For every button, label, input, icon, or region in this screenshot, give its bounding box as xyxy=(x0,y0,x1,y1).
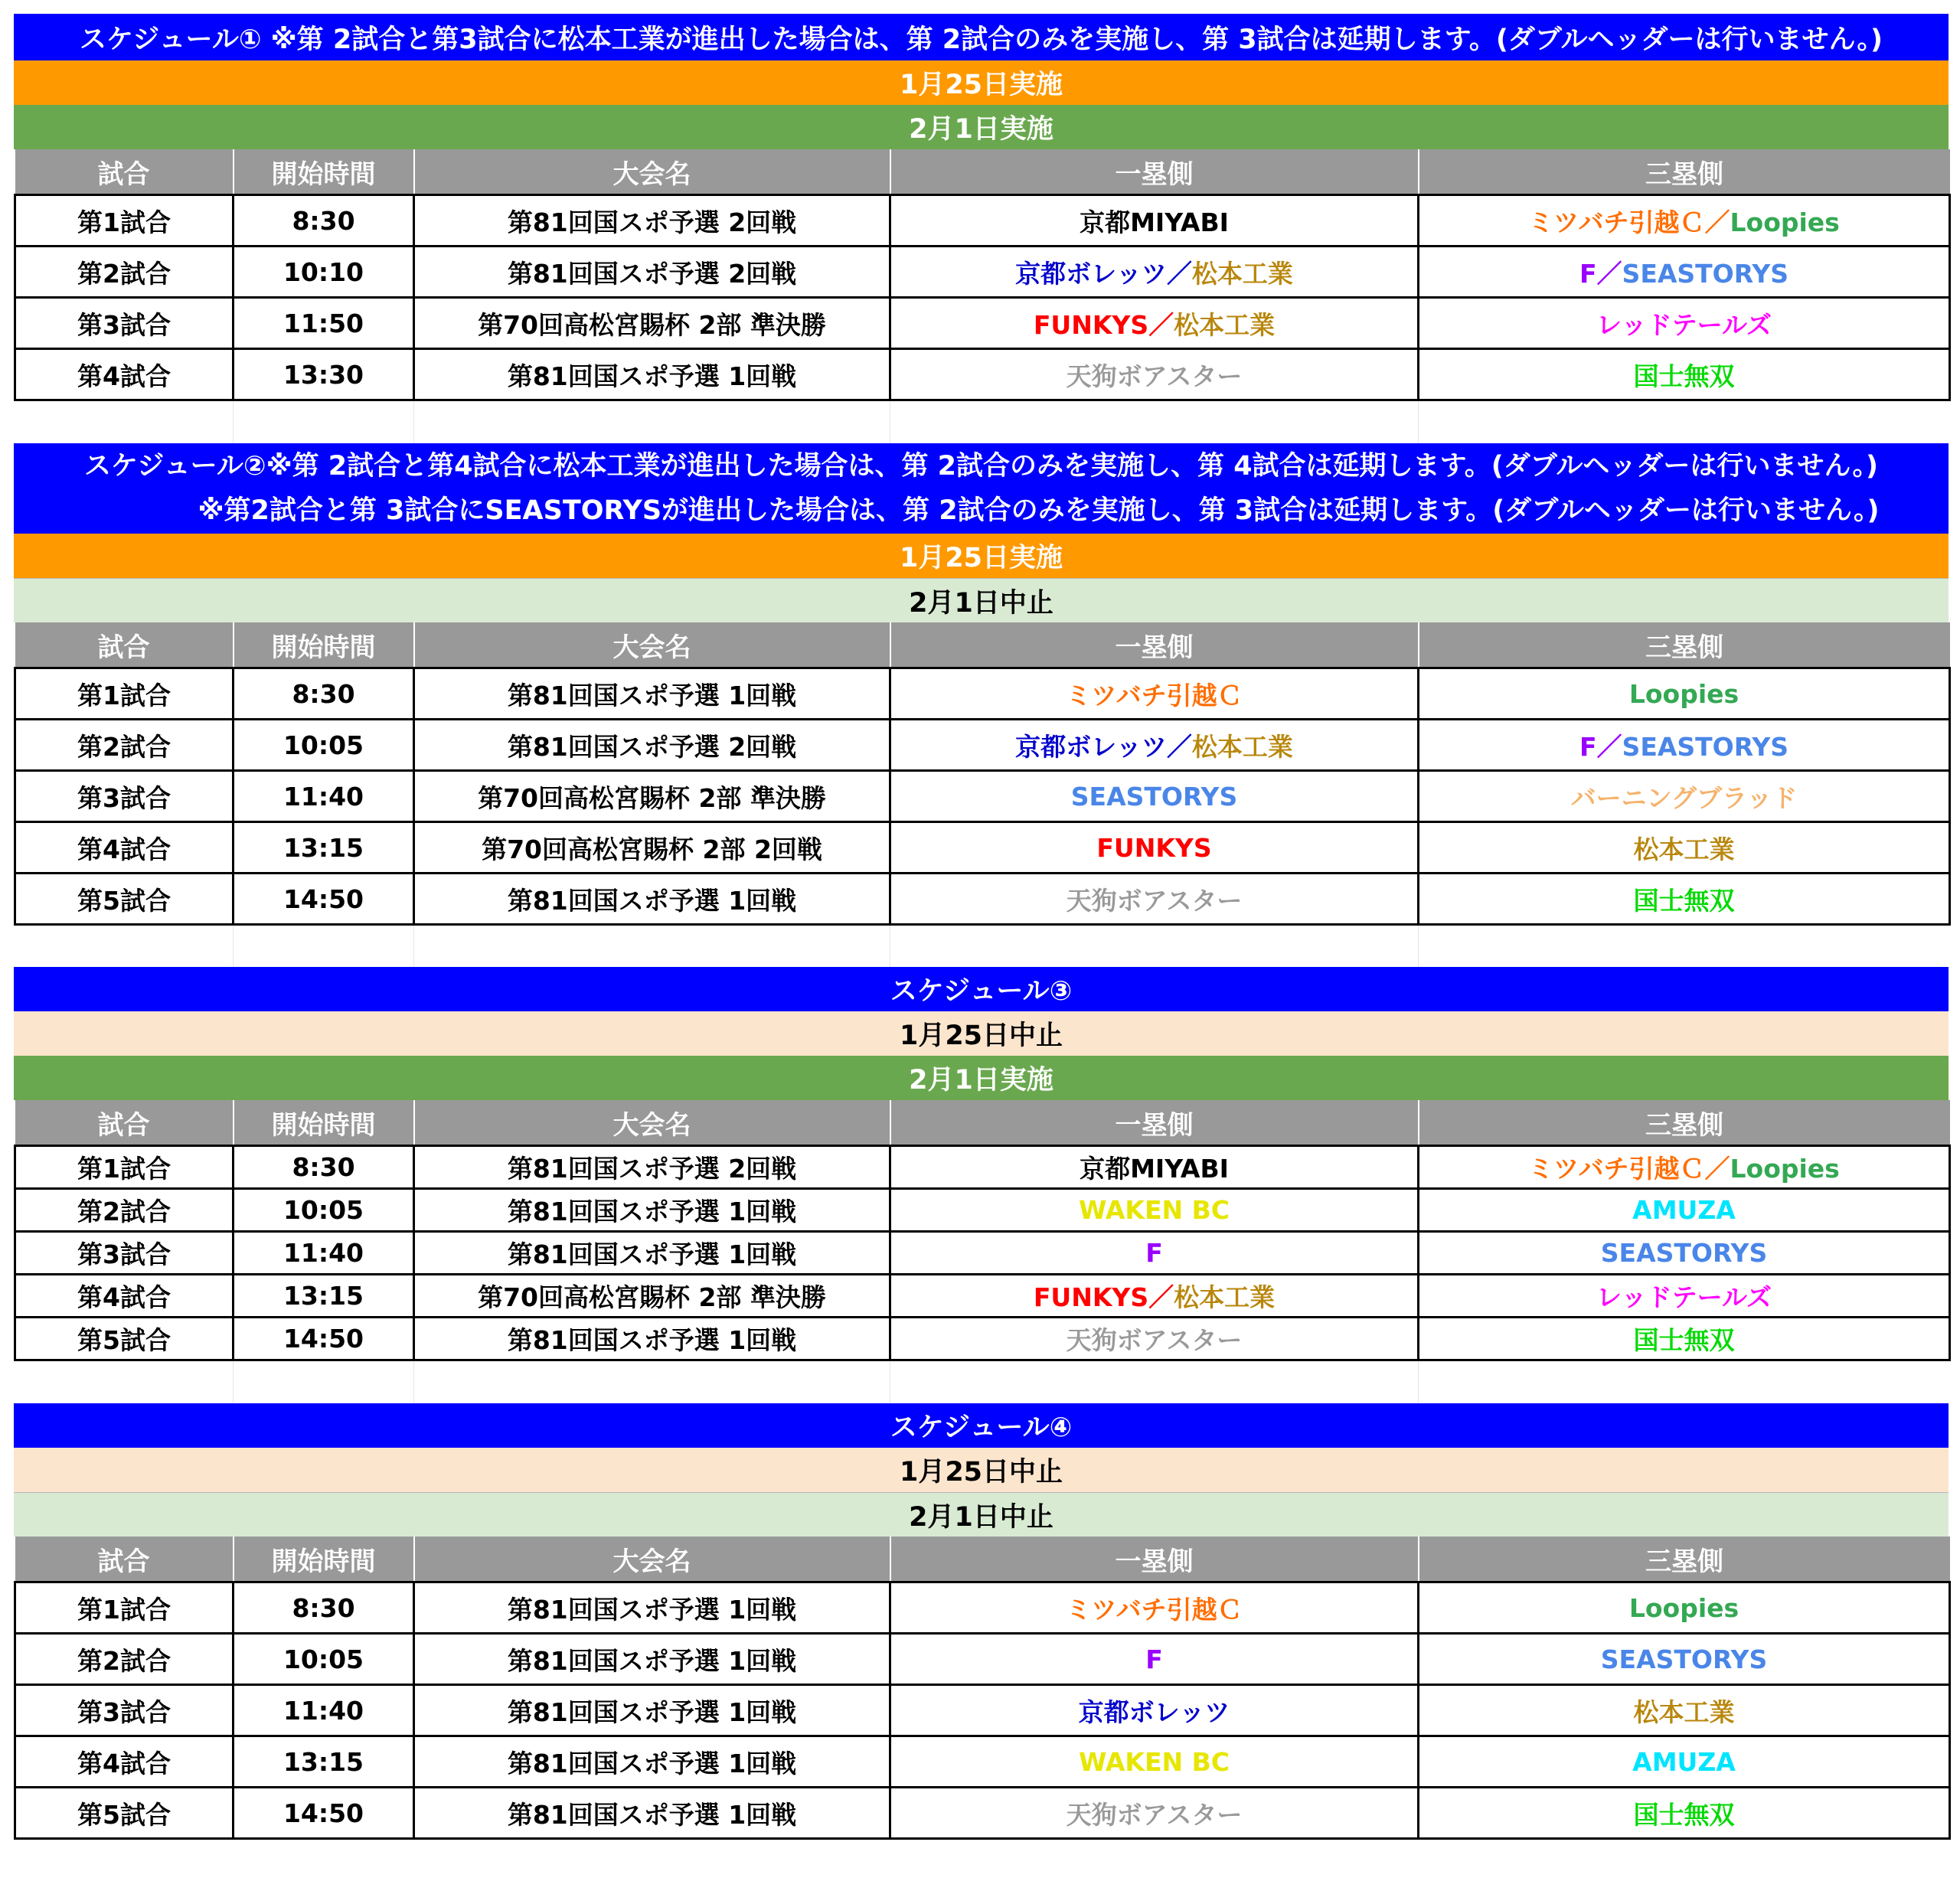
table-row xyxy=(15,771,1950,822)
game-cell: 第5試合 xyxy=(15,1788,234,1839)
game-cell: 第5試合 xyxy=(15,874,234,925)
separator: ／ xyxy=(1166,731,1192,762)
header-first-base: 一塁側 xyxy=(890,1100,1419,1146)
game-cell: 第3試合 xyxy=(15,1232,234,1275)
game-cell: 第4試合 xyxy=(15,1275,234,1318)
first-base-cell xyxy=(890,247,1419,298)
third-base-cell xyxy=(1419,1146,1950,1189)
schedule-2-title-line-1: スケジュール②※第 2試合と第4試合に松本工業が進出した場合は、第 2試合のみを実施し、第 4試合は延期します。(ダブルヘッダーは行いません。) xyxy=(84,451,1878,482)
schedule-1-title: スケジュール① ※第 2試合と第3試合に松本工業が進出した場合は、第 2試合のみを実施し、第 3試合は延期します。(ダブルヘッダーは行いません。) xyxy=(14,14,1949,60)
header-tournament: 大会名 xyxy=(414,149,890,195)
game-cell: 第4試合 xyxy=(15,1736,234,1788)
first-base-cell: F xyxy=(890,1232,1419,1275)
time-cell: 8:30 xyxy=(234,195,414,247)
team-name: FUNKYS xyxy=(1033,1282,1149,1312)
table-row xyxy=(15,1318,1950,1360)
table-row xyxy=(15,1232,1950,1275)
game-cell: 第3試合 xyxy=(15,771,234,822)
first-base-cell: WAKEN BC xyxy=(890,1736,1419,1788)
schedule-2-feb-status: 2月1日中止 xyxy=(14,578,1949,622)
table-header-row xyxy=(15,1100,1950,1146)
tournament-cell: 第81回国スポ予選 1回戦 xyxy=(414,1189,890,1232)
time-cell: 14:50 xyxy=(234,874,414,925)
separator: ／ xyxy=(1596,258,1622,289)
game-cell: 第2試合 xyxy=(15,1634,234,1685)
time-cell: 8:30 xyxy=(234,1582,414,1634)
schedule-3-table xyxy=(14,1100,1951,1403)
table-row xyxy=(15,247,1950,298)
first-base-cell xyxy=(890,1275,1419,1318)
table-row xyxy=(15,822,1950,874)
third-base-cell: Loopies xyxy=(1419,668,1950,720)
header-game: 試合 xyxy=(15,1537,234,1582)
game-cell: 第1試合 xyxy=(15,1582,234,1634)
table-row xyxy=(15,720,1950,771)
header-third-base: 三塁側 xyxy=(1419,1537,1950,1582)
schedule-2-table xyxy=(14,622,1951,967)
first-base-cell: 天狗ボアスター xyxy=(890,874,1419,925)
table-row xyxy=(15,1582,1950,1634)
third-base-cell: バーニングブラッド xyxy=(1419,771,1950,822)
team-name: 松本工業 xyxy=(1191,731,1293,762)
separator: ／ xyxy=(1704,1154,1730,1184)
third-base-cell xyxy=(1419,247,1950,298)
header-tournament: 大会名 xyxy=(414,1537,890,1582)
team-name: 松本工業 xyxy=(1174,309,1276,340)
header-third-base: 三塁側 xyxy=(1419,1100,1950,1146)
game-cell: 第1試合 xyxy=(15,1146,234,1189)
third-base-cell: AMUZA xyxy=(1419,1736,1950,1788)
first-base-cell: 天狗ボアスター xyxy=(890,1788,1419,1839)
schedule-3-jan-status: 1月25日中止 xyxy=(14,1011,1949,1056)
schedule-2-title-line-2: ※第2試合と第 3試合にSEASTORYSが進出した場合は、第 2試合のみを実施し、第 3試合は延期します。(ダブルヘッダーは行いません。) xyxy=(198,495,1880,526)
separator: ／ xyxy=(1166,258,1192,289)
tournament-cell: 第70回高松宮賜杯 2部 準決勝 xyxy=(414,771,890,822)
game-cell: 第4試合 xyxy=(15,822,234,874)
third-base-cell: 国士無双 xyxy=(1419,874,1950,925)
third-base-cell: SEASTORYS xyxy=(1419,1634,1950,1685)
tournament-cell: 第81回国スポ予選 2回戦 xyxy=(414,195,890,247)
game-cell: 第4試合 xyxy=(15,349,234,400)
table-row xyxy=(15,874,1950,925)
separator: ／ xyxy=(1596,731,1622,762)
header-game: 試合 xyxy=(15,622,234,668)
header-first-base: 一塁側 xyxy=(890,1537,1419,1582)
schedule-1-jan-status: 1月25日実施 xyxy=(14,60,1949,105)
first-base-cell: 京都MIYABI xyxy=(890,195,1419,247)
third-base-cell: Loopies xyxy=(1419,1582,1950,1634)
spacer-row xyxy=(15,1360,1950,1404)
schedule-4-table xyxy=(14,1537,1951,1840)
table-row xyxy=(15,298,1950,349)
table-row xyxy=(15,668,1950,720)
game-cell: 第2試合 xyxy=(15,1189,234,1232)
tournament-cell: 第81回国スポ予選 1回戦 xyxy=(414,874,890,925)
time-cell: 13:15 xyxy=(234,822,414,874)
time-cell: 13:15 xyxy=(234,1736,414,1788)
team-name: F xyxy=(1579,731,1597,762)
third-base-cell: 国士無双 xyxy=(1419,1788,1950,1839)
tournament-cell: 第70回高松宮賜杯 2部 準決勝 xyxy=(414,1275,890,1318)
first-base-cell: 天狗ボアスター xyxy=(890,1318,1419,1360)
third-base-cell: 国士無双 xyxy=(1419,349,1950,400)
tournament-cell: 第81回国スポ予選 1回戦 xyxy=(414,1318,890,1360)
team-name: F xyxy=(1579,258,1597,289)
first-base-cell: ミツバチ引越Ｃ xyxy=(890,1582,1419,1634)
header-first-base: 一塁側 xyxy=(890,622,1419,668)
game-cell: 第3試合 xyxy=(15,298,234,349)
table-row xyxy=(15,1685,1950,1736)
tournament-cell: 第81回国スポ予選 2回戦 xyxy=(414,247,890,298)
game-cell: 第1試合 xyxy=(15,195,234,247)
team-name: 松本工業 xyxy=(1191,258,1293,289)
time-cell: 14:50 xyxy=(234,1788,414,1839)
schedule-4-jan-status: 1月25日中止 xyxy=(14,1448,1949,1492)
first-base-cell: F xyxy=(890,1634,1419,1685)
first-base-cell: SEASTORYS xyxy=(890,771,1419,822)
schedule-4-feb-status: 2月1日中止 xyxy=(14,1492,1949,1537)
header-third-base: 三塁側 xyxy=(1419,149,1950,195)
first-base-cell: 天狗ボアスター xyxy=(890,349,1419,400)
third-base-cell xyxy=(1419,195,1950,247)
time-cell: 8:30 xyxy=(234,668,414,720)
table-row xyxy=(15,1146,1950,1189)
table-header-row xyxy=(15,622,1950,668)
team-name: SEASTORYS xyxy=(1622,258,1788,289)
tournament-cell: 第81回国スポ予選 1回戦 xyxy=(414,1736,890,1788)
time-cell: 10:05 xyxy=(234,1634,414,1685)
third-base-cell: 国士無双 xyxy=(1419,1318,1950,1360)
spacer-row xyxy=(15,925,1950,968)
separator: ／ xyxy=(1704,207,1730,237)
table-row xyxy=(15,195,1950,247)
game-cell: 第3試合 xyxy=(15,1685,234,1736)
header-start-time: 開始時間 xyxy=(234,622,414,668)
first-base-cell: 京都MIYABI xyxy=(890,1146,1419,1189)
table-header-row xyxy=(15,1537,1950,1582)
first-base-cell xyxy=(890,298,1419,349)
game-cell: 第2試合 xyxy=(15,720,234,771)
team-name: SEASTORYS xyxy=(1622,731,1788,762)
header-first-base: 一塁側 xyxy=(890,149,1419,195)
table-row xyxy=(15,1275,1950,1318)
third-base-cell: レッドテールズ xyxy=(1419,1275,1950,1318)
time-cell: 13:30 xyxy=(234,349,414,400)
table-row xyxy=(15,1189,1950,1232)
tournament-cell: 第81回国スポ予選 1回戦 xyxy=(414,1634,890,1685)
third-base-cell: 松本工業 xyxy=(1419,1685,1950,1736)
tournament-cell: 第81回国スポ予選 1回戦 xyxy=(414,1232,890,1275)
time-cell: 11:50 xyxy=(234,298,414,349)
team-name: Loopies xyxy=(1730,1154,1840,1184)
table-row xyxy=(15,1736,1950,1788)
spacer-row xyxy=(15,400,1950,444)
game-cell: 第1試合 xyxy=(15,668,234,720)
first-base-cell: WAKEN BC xyxy=(890,1189,1419,1232)
tournament-cell: 第81回国スポ予選 2回戦 xyxy=(414,1146,890,1189)
time-cell: 10:05 xyxy=(234,720,414,771)
schedule-4-title: スケジュール④ xyxy=(14,1403,1949,1448)
third-base-cell: SEASTORYS xyxy=(1419,1232,1950,1275)
third-base-cell: 松本工業 xyxy=(1419,822,1950,874)
table-row xyxy=(15,1634,1950,1685)
schedule-1-table xyxy=(14,149,1951,443)
time-cell: 8:30 xyxy=(234,1146,414,1189)
first-base-cell: FUNKYS xyxy=(890,822,1419,874)
first-base-cell: 京都ボレッツ xyxy=(890,1685,1419,1736)
first-base-cell xyxy=(890,720,1419,771)
table-row xyxy=(15,1788,1950,1839)
schedule-3-title: スケジュール③ xyxy=(14,967,1949,1011)
separator: ／ xyxy=(1148,309,1174,340)
header-game: 試合 xyxy=(15,1100,234,1146)
tournament-cell: 第70回高松宮賜杯 2部 2回戦 xyxy=(414,822,890,874)
third-base-cell xyxy=(1419,720,1950,771)
header-start-time: 開始時間 xyxy=(234,1100,414,1146)
team-name: Loopies xyxy=(1730,207,1840,237)
table-header-row xyxy=(15,149,1950,195)
tournament-cell: 第81回国スポ予選 1回戦 xyxy=(414,1582,890,1634)
third-base-cell: AMUZA xyxy=(1419,1189,1950,1232)
tournament-cell: 第70回高松宮賜杯 2部 準決勝 xyxy=(414,298,890,349)
team-name: FUNKYS xyxy=(1033,309,1149,340)
tournament-cell: 第81回国スポ予選 1回戦 xyxy=(414,1788,890,1839)
header-game: 試合 xyxy=(15,149,234,195)
header-start-time: 開始時間 xyxy=(234,1537,414,1582)
third-base-cell: レッドテールズ xyxy=(1419,298,1950,349)
team-name: 京都ボレッツ xyxy=(1015,731,1167,762)
table-row xyxy=(15,349,1950,400)
header-tournament: 大会名 xyxy=(414,622,890,668)
tournament-cell: 第81回国スポ予選 1回戦 xyxy=(414,1685,890,1736)
game-cell: 第5試合 xyxy=(15,1318,234,1360)
time-cell: 11:40 xyxy=(234,771,414,822)
schedule-2-jan-status: 1月25日実施 xyxy=(14,534,1949,578)
schedule-3-feb-status: 2月1日実施 xyxy=(14,1056,1949,1100)
time-cell: 10:10 xyxy=(234,247,414,298)
tournament-cell: 第81回国スポ予選 2回戦 xyxy=(414,720,890,771)
schedule-2-title xyxy=(14,443,1949,534)
schedule-1-feb-status: 2月1日実施 xyxy=(14,105,1949,149)
separator: ／ xyxy=(1148,1282,1174,1312)
time-cell: 13:15 xyxy=(234,1275,414,1318)
time-cell: 10:05 xyxy=(234,1189,414,1232)
header-tournament: 大会名 xyxy=(414,1100,890,1146)
header-start-time: 開始時間 xyxy=(234,149,414,195)
time-cell: 11:40 xyxy=(234,1232,414,1275)
team-name: 松本工業 xyxy=(1174,1282,1276,1312)
time-cell: 11:40 xyxy=(234,1685,414,1736)
team-name: ミツバチ引越Ｃ xyxy=(1528,207,1705,237)
tournament-cell: 第81回国スポ予選 1回戦 xyxy=(414,668,890,720)
header-third-base: 三塁側 xyxy=(1419,622,1950,668)
first-base-cell: ミツバチ引越Ｃ xyxy=(890,668,1419,720)
tournament-cell: 第81回国スポ予選 1回戦 xyxy=(414,349,890,400)
team-name: 京都ボレッツ xyxy=(1015,258,1167,289)
team-name: ミツバチ引越Ｃ xyxy=(1528,1154,1705,1184)
game-cell: 第2試合 xyxy=(15,247,234,298)
schedule-sheet xyxy=(14,14,1949,1840)
time-cell: 14:50 xyxy=(234,1318,414,1360)
